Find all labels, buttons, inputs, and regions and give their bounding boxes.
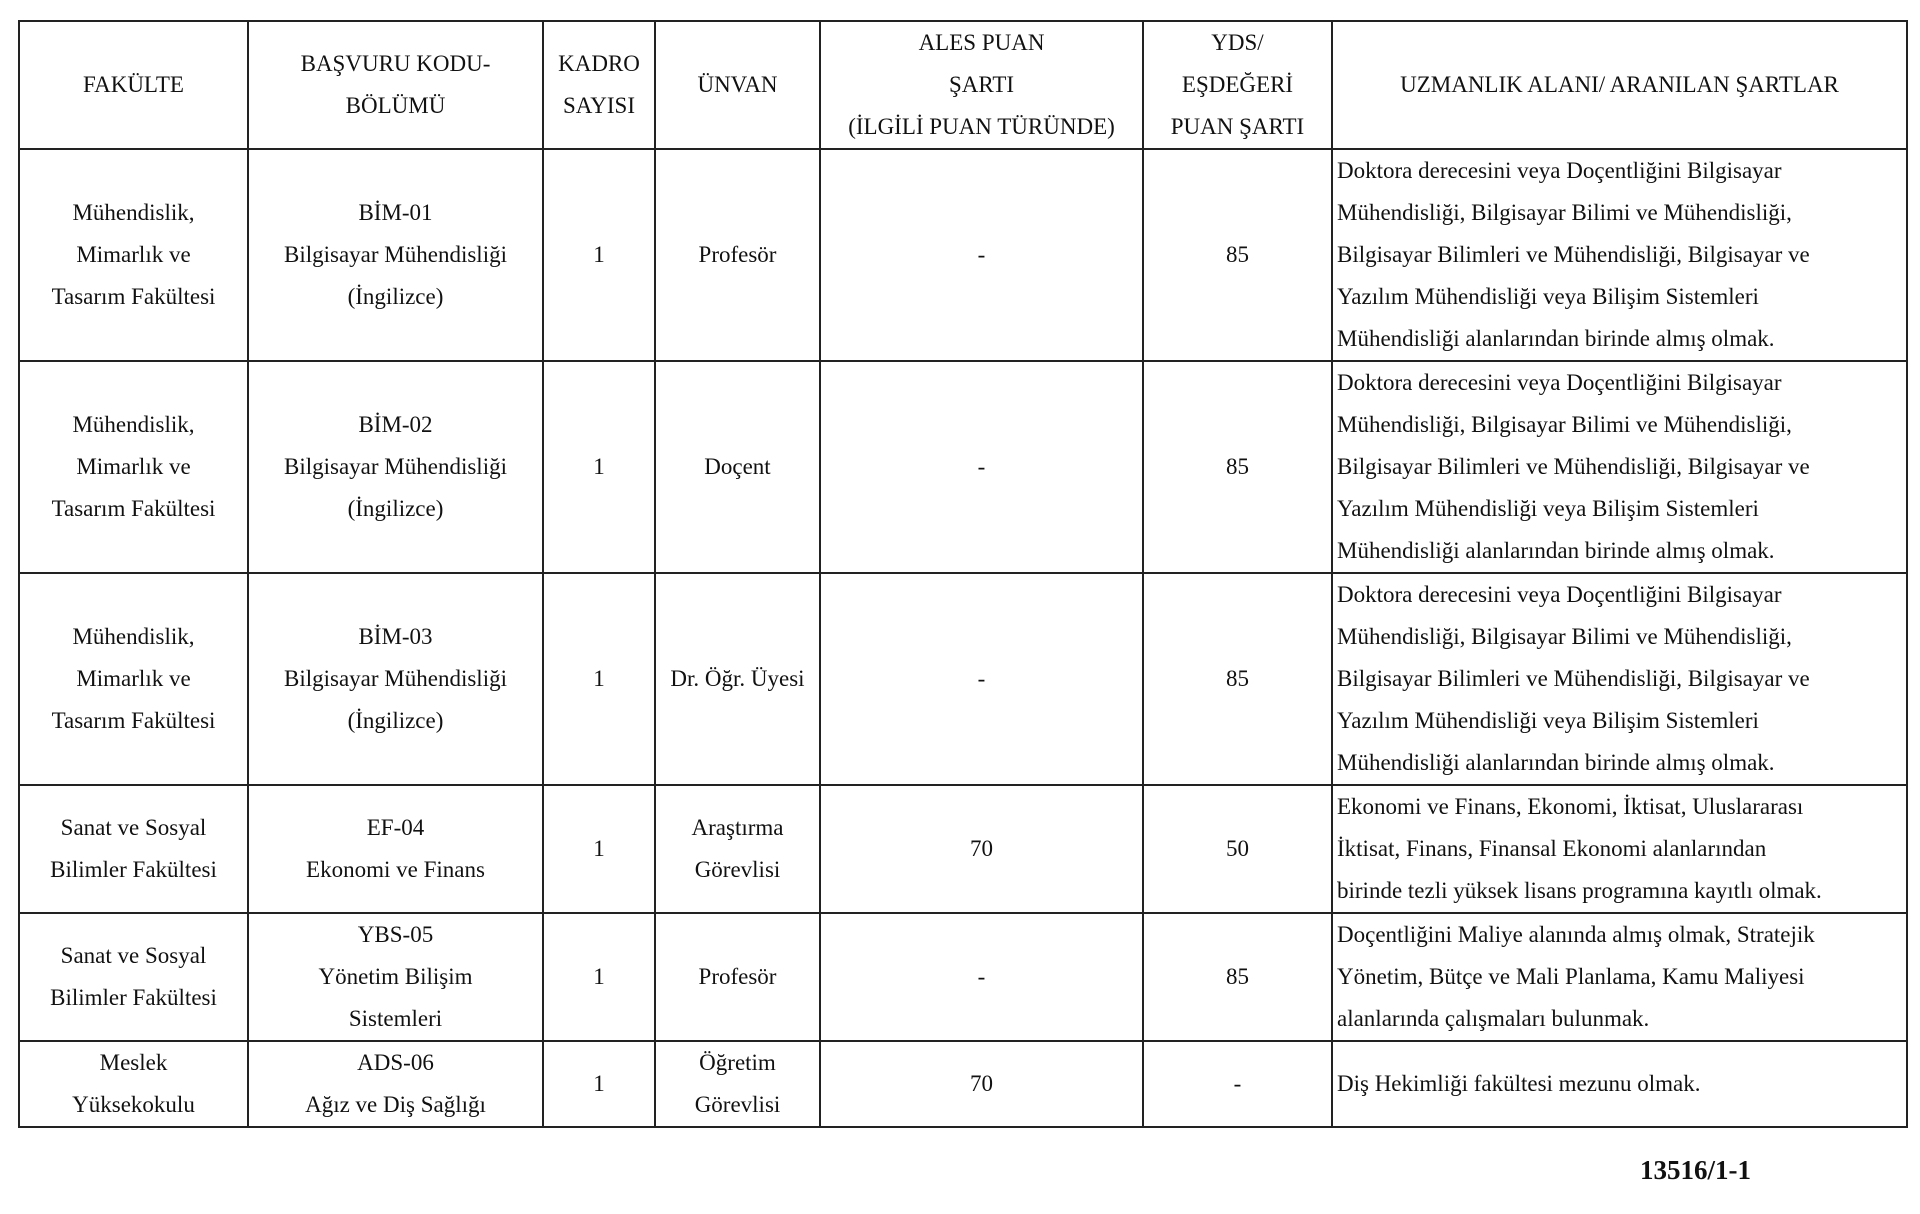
requirements-cell	[1332, 1041, 1907, 1127]
faculty-line: Mühendislik,	[72, 200, 195, 225]
header-ales-score	[820, 21, 1143, 149]
header-line: SAYISI	[562, 93, 635, 118]
header-staff-count	[543, 21, 655, 149]
requirements-line: Yazılım Mühendisliği veya Bilişim Sistemleri	[1337, 496, 1759, 521]
code-line: YBS-05	[357, 922, 434, 947]
faculty-line: Mimarlık ve	[76, 454, 191, 479]
code-line: Ağız ve Diş Sağlığı	[305, 1092, 486, 1117]
table-row	[19, 149, 1907, 361]
table-row	[19, 361, 1907, 573]
header-line: (İLGİLİ PUAN TÜRÜNDE)	[848, 114, 1115, 139]
code-line: Yönetim Bilişim	[318, 964, 473, 989]
header-requirements	[1332, 21, 1907, 149]
faculty-line: Mühendislik,	[72, 624, 195, 649]
requirements-line: Doktora derecesini veya Doçentliğini Bilgisayar	[1337, 158, 1782, 183]
yds-cell: 85	[1143, 573, 1332, 785]
faculty-line: Tasarım Fakültesi	[51, 496, 216, 521]
ales-cell: -	[820, 149, 1143, 361]
requirements-line: Bilgisayar Bilimleri ve Mühendisliği, Bilgisayar ve	[1337, 454, 1810, 479]
code-line: Bilgisayar Mühendisliği	[284, 242, 507, 267]
faculty-cell	[19, 785, 248, 913]
table-row	[19, 1041, 1907, 1127]
title-line: Profesör	[698, 242, 777, 267]
requirements-line: Mühendisliği, Bilgisayar Bilimi ve Mühendisliği,	[1337, 624, 1792, 649]
ales-cell: 70	[820, 785, 1143, 913]
requirements-line: Bilgisayar Bilimleri ve Mühendisliği, Bilgisayar ve	[1337, 666, 1810, 691]
title-cell	[655, 361, 820, 573]
code-cell	[248, 573, 543, 785]
requirements-line: Ekonomi ve Finans, Ekonomi, İktisat, Uluslararası	[1337, 794, 1804, 819]
requirements-line: Bilgisayar Bilimleri ve Mühendisliği, Bilgisayar ve	[1337, 242, 1810, 267]
requirements-line: Mühendisliği, Bilgisayar Bilimi ve Mühendisliği,	[1337, 200, 1792, 225]
faculty-line: Bilimler Fakültesi	[50, 985, 217, 1010]
ales-cell: -	[820, 573, 1143, 785]
code-line: (İngilizce)	[347, 284, 444, 309]
yds-cell: -	[1143, 1041, 1332, 1127]
code-line: Bilgisayar Mühendisliği	[284, 454, 507, 479]
table-row	[19, 785, 1907, 913]
code-cell	[248, 149, 543, 361]
code-line: Ekonomi ve Finans	[306, 857, 485, 882]
title-line: Öğretim	[699, 1050, 776, 1075]
code-line: Bilgisayar Mühendisliği	[284, 666, 507, 691]
code-cell	[248, 785, 543, 913]
ales-cell: 70	[820, 1041, 1143, 1127]
title-line: Profesör	[698, 964, 777, 989]
requirements-cell	[1332, 913, 1907, 1041]
header-line: FAKÜLTE	[83, 72, 184, 97]
count-cell: 1	[543, 149, 655, 361]
code-line: BİM-02	[358, 412, 433, 437]
header-line: PUAN ŞARTI	[1170, 114, 1305, 139]
code-cell	[248, 913, 543, 1041]
count-cell: 1	[543, 573, 655, 785]
header-line: ÜNVAN	[697, 72, 778, 97]
faculty-line: Sanat ve Sosyal	[60, 943, 207, 968]
requirements-line: Doktora derecesini veya Doçentliğini Bilgisayar	[1337, 582, 1782, 607]
faculty-line: Sanat ve Sosyal	[60, 815, 207, 840]
title-line: Görevlisi	[694, 1092, 781, 1117]
yds-cell: 85	[1143, 361, 1332, 573]
requirements-line: Yazılım Mühendisliği veya Bilişim Sistemleri	[1337, 284, 1759, 309]
requirements-line: Yazılım Mühendisliği veya Bilişim Sistemleri	[1337, 708, 1759, 733]
header-yds-score	[1143, 21, 1332, 149]
code-line: (İngilizce)	[347, 708, 444, 733]
requirements-line: Diş Hekimliği fakültesi mezunu olmak.	[1337, 1071, 1701, 1096]
faculty-line: Meslek	[99, 1050, 168, 1075]
requirements-line: Yönetim, Bütçe ve Mali Planlama, Kamu Maliyesi	[1337, 964, 1805, 989]
count-cell: 1	[543, 361, 655, 573]
title-cell	[655, 573, 820, 785]
title-cell	[655, 913, 820, 1041]
header-line: EŞDEĞERİ	[1181, 72, 1294, 97]
header-line: BAŞVURU KODU-	[300, 51, 491, 76]
requirements-cell	[1332, 573, 1907, 785]
header-line: KADRO	[558, 51, 640, 76]
table-row	[19, 573, 1907, 785]
code-line: ADS-06	[357, 1050, 434, 1075]
title-line: Dr. Öğr. Üyesi	[670, 666, 805, 691]
header-line: ALES PUAN	[918, 30, 1045, 55]
positions-table	[18, 20, 1908, 1128]
requirements-line: Doçentliğini Maliye alanında almış olmak, Stratejik	[1337, 922, 1815, 947]
header-faculty	[19, 21, 248, 149]
faculty-line: Bilimler Fakültesi	[50, 857, 217, 882]
faculty-line: Yüksekokulu	[72, 1092, 195, 1117]
requirements-line: İktisat, Finans, Finansal Ekonomi alanlarından	[1337, 836, 1767, 861]
requirements-cell	[1332, 149, 1907, 361]
requirements-line: Mühendisliği alanlarından birinde almış olmak.	[1337, 750, 1775, 775]
faculty-line: Tasarım Fakültesi	[51, 708, 216, 733]
requirements-line: Mühendisliği, Bilgisayar Bilimi ve Mühendisliği,	[1337, 412, 1792, 437]
requirements-line: Mühendisliği alanlarından birinde almış olmak.	[1337, 538, 1775, 563]
header-application-code	[248, 21, 543, 149]
faculty-cell	[19, 1041, 248, 1127]
header-line: ŞARTI	[948, 72, 1015, 97]
header-line: UZMANLIK ALANI/ ARANILAN ŞARTLAR	[1400, 72, 1839, 97]
yds-cell: 85	[1143, 913, 1332, 1041]
announcement-code: 13516/1-1	[1640, 1155, 1751, 1185]
table-row	[19, 913, 1907, 1041]
faculty-cell	[19, 573, 248, 785]
title-line: Doçent	[704, 454, 771, 479]
yds-cell: 50	[1143, 785, 1332, 913]
requirements-line: Mühendisliği alanlarından birinde almış olmak.	[1337, 326, 1775, 351]
header-line: YDS/	[1211, 30, 1264, 55]
requirements-line: birinde tezli yüksek lisans programına kayıtlı olmak.	[1337, 878, 1822, 903]
code-line: BİM-01	[358, 200, 433, 225]
title-cell	[655, 149, 820, 361]
faculty-line: Mimarlık ve	[76, 666, 191, 691]
requirements-cell	[1332, 361, 1907, 573]
title-cell	[655, 785, 820, 913]
requirements-line: alanlarında çalışmaları bulunmak.	[1337, 1006, 1650, 1031]
code-line: EF-04	[366, 815, 425, 840]
count-cell: 1	[543, 913, 655, 1041]
code-cell	[248, 361, 543, 573]
requirements-line: Doktora derecesini veya Doçentliğini Bilgisayar	[1337, 370, 1782, 395]
faculty-cell	[19, 913, 248, 1041]
faculty-cell	[19, 361, 248, 573]
faculty-line: Mimarlık ve	[76, 242, 191, 267]
title-line: Görevlisi	[694, 857, 781, 882]
ales-cell: -	[820, 913, 1143, 1041]
header-line: BÖLÜMÜ	[345, 93, 446, 118]
count-cell: 1	[543, 1041, 655, 1127]
title-cell	[655, 1041, 820, 1127]
yds-cell: 85	[1143, 149, 1332, 361]
title-line: Araştırma	[691, 815, 784, 840]
faculty-line: Tasarım Fakültesi	[51, 284, 216, 309]
faculty-line: Mühendislik,	[72, 412, 195, 437]
code-cell	[248, 1041, 543, 1127]
header-title	[655, 21, 820, 149]
faculty-cell	[19, 149, 248, 361]
code-line: BİM-03	[358, 624, 433, 649]
ales-cell: -	[820, 361, 1143, 573]
count-cell: 1	[543, 785, 655, 913]
requirements-cell	[1332, 785, 1907, 913]
code-line: (İngilizce)	[347, 496, 444, 521]
code-line: Sistemleri	[348, 1006, 443, 1031]
header-row	[19, 21, 1907, 149]
